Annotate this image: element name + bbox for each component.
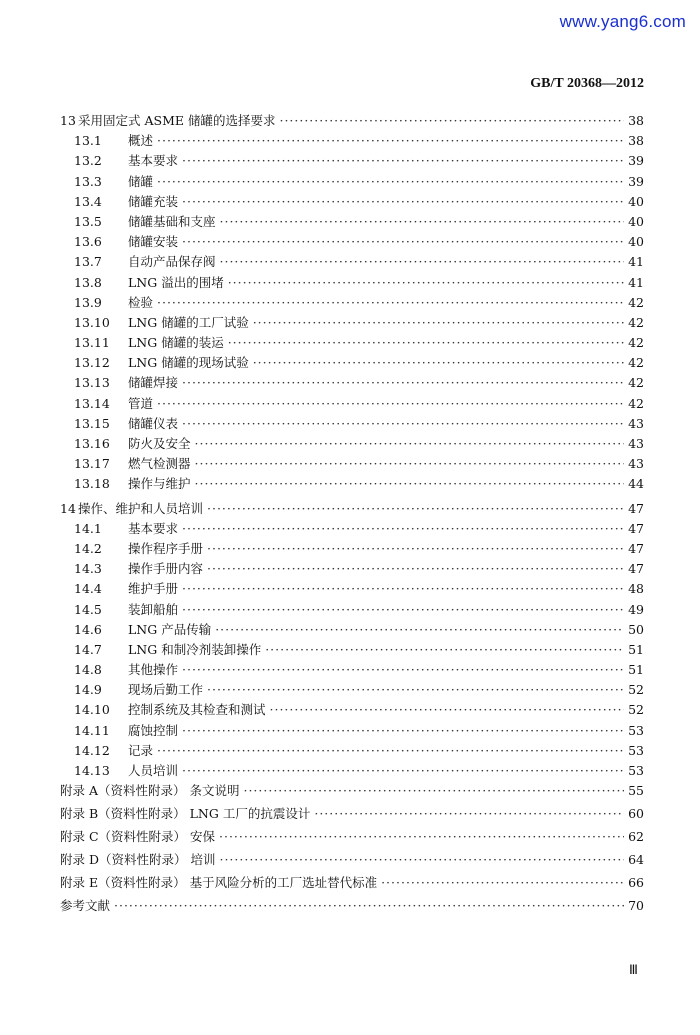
toc-entry-number: 14.3 — [74, 561, 102, 577]
toc-entry-number: 13.15 — [74, 415, 110, 431]
toc-entry-number: 13.2 — [74, 153, 102, 169]
toc-entry-page: 47 — [628, 520, 644, 536]
toc-entry-number: 13.7 — [74, 254, 102, 270]
toc-entry-page: 39 — [628, 173, 644, 189]
dot-leader — [182, 521, 624, 536]
toc-entry-title: LNG 储罐的装运 — [128, 335, 224, 351]
toc-entry-number: 14.6 — [74, 621, 102, 637]
dot-leader — [114, 898, 624, 913]
toc-entry-title: 概述 — [128, 133, 154, 149]
toc-entry[interactable] — [60, 373, 644, 393]
toc-entry[interactable] — [60, 434, 644, 454]
toc-entry-title: 储罐焊接 — [128, 375, 179, 391]
toc-entry-page: 41 — [628, 274, 644, 290]
toc-entry-number: 13.4 — [74, 193, 102, 209]
toc-entry[interactable] — [60, 804, 644, 827]
toc-entry-page: 42 — [628, 395, 644, 411]
toc-entry[interactable] — [60, 192, 644, 212]
dot-leader — [195, 436, 624, 451]
toc-entry-number: 14.10 — [74, 702, 110, 718]
dot-leader — [207, 501, 624, 516]
toc-entry[interactable] — [60, 680, 644, 700]
toc-entry[interactable] — [60, 333, 644, 353]
toc-entry-title: 腐蚀控制 — [128, 722, 179, 738]
toc-entry-number: 14.8 — [74, 662, 102, 678]
toc-entry-title: 人员培训 — [128, 763, 179, 778]
toc-entry[interactable] — [60, 781, 644, 804]
toc-entry-number: 13.11 — [74, 335, 110, 351]
toc-entry-title: 自动产品保存阀 — [128, 254, 216, 270]
toc-entry-number: 14.7 — [74, 641, 102, 657]
toc-entry-page: 62 — [628, 829, 644, 845]
toc-entry-number: 13.13 — [74, 375, 110, 391]
toc-entry[interactable] — [60, 172, 644, 192]
toc-entry-page: 64 — [628, 852, 644, 868]
toc-entry-title: 检验 — [128, 294, 154, 310]
toc-entry-page: 51 — [628, 641, 644, 657]
toc-entry-number: 13.14 — [74, 395, 110, 411]
toc-entry[interactable] — [60, 499, 644, 519]
toc-entry-page: 48 — [628, 581, 644, 597]
toc-entry-page: 53 — [628, 742, 644, 758]
dot-leader — [157, 295, 624, 310]
toc-entry[interactable] — [60, 600, 644, 620]
toc-entry[interactable] — [60, 232, 644, 252]
toc-entry-number: 13.9 — [74, 294, 102, 310]
dot-leader — [182, 416, 624, 431]
toc-entry-page: 50 — [628, 621, 644, 637]
toc-entry-number: 13 — [60, 113, 76, 128]
dot-leader — [182, 662, 624, 677]
toc-entry[interactable] — [60, 111, 644, 131]
toc-entry[interactable] — [60, 761, 644, 781]
toc-entry[interactable] — [60, 252, 644, 272]
toc-entry-title: 燃气检测器 — [128, 456, 191, 472]
toc-entry[interactable] — [60, 896, 644, 919]
dot-leader — [265, 642, 624, 657]
toc-entry-page: 55 — [628, 783, 644, 799]
toc-entry[interactable] — [60, 353, 644, 373]
toc-entry-page: 47 — [628, 500, 644, 516]
dot-leader — [228, 275, 624, 290]
dot-leader — [182, 723, 624, 738]
dot-leader — [157, 396, 624, 411]
toc-entry[interactable] — [60, 579, 644, 599]
toc-entry-title: 附录 E（资料性附录） 基于风险分析的工厂选址替代标准 — [60, 875, 378, 891]
toc-entry[interactable] — [60, 620, 644, 640]
toc-entry-page: 39 — [628, 153, 644, 169]
toc-entry[interactable] — [60, 474, 644, 494]
dot-leader — [182, 581, 624, 596]
toc-entry-number: 13.6 — [74, 234, 102, 250]
dot-leader — [219, 829, 624, 844]
dot-leader — [195, 456, 624, 471]
toc-entry-number: 14.4 — [74, 581, 102, 597]
toc-entry-title: 储罐仪表 — [128, 415, 179, 431]
toc-entry-title: 储罐 — [128, 173, 154, 189]
toc-entry-title: 操作手册内容 — [128, 561, 204, 577]
toc-entry-title: 操作、维护和人员培训 — [78, 500, 204, 516]
toc-entry-number: 14.2 — [74, 540, 102, 556]
toc-entry-number: 13.17 — [74, 456, 110, 472]
dot-leader — [207, 561, 624, 576]
toc-entry-page: 42 — [628, 314, 644, 330]
toc-entry-page: 43 — [628, 415, 644, 431]
dot-leader — [182, 763, 624, 778]
toc-entry-page: 38 — [628, 113, 644, 128]
toc-entry-number: 13.3 — [74, 173, 102, 189]
toc-entry-page: 49 — [628, 601, 644, 617]
toc-entry[interactable] — [60, 519, 644, 539]
toc-entry-title: 储罐安装 — [128, 234, 179, 250]
toc-entry-number: 14.13 — [74, 763, 110, 778]
toc-entry[interactable] — [60, 660, 644, 680]
toc-entry-number: 13.1 — [74, 133, 102, 149]
toc-entry-number: 14 — [60, 500, 76, 516]
dot-leader — [157, 133, 624, 148]
toc-entry[interactable] — [60, 212, 644, 232]
dot-leader — [215, 622, 624, 637]
toc-entry-title: 操作与维护 — [128, 476, 191, 492]
toc-entry-page: 53 — [628, 763, 644, 778]
toc-entry-title: 储罐基础和支座 — [128, 213, 216, 229]
toc-entry[interactable] — [60, 313, 644, 333]
toc-entry-number: 13.8 — [74, 274, 102, 290]
toc-entry-page: 44 — [628, 476, 644, 492]
dot-leader — [270, 702, 624, 717]
toc-entry[interactable] — [60, 394, 644, 414]
toc-entry-title: 控制系统及其检查和测试 — [128, 702, 266, 718]
toc-entry-title: 基本要求 — [128, 520, 179, 536]
toc-entry-number: 14.12 — [74, 742, 110, 758]
site-url[interactable]: www.yang6.com — [559, 12, 686, 31]
dot-leader — [228, 335, 624, 350]
toc-entry-page: 47 — [628, 540, 644, 556]
toc-entry-title: 防火及安全 — [128, 436, 191, 451]
toc-entry-title: 其他操作 — [128, 662, 179, 678]
toc-entry-page: 52 — [628, 702, 644, 718]
dot-leader — [243, 783, 624, 798]
dot-leader — [207, 541, 624, 556]
toc-entry-title: 附录 D（资料性附录） 培训 — [60, 852, 216, 868]
dot-leader — [220, 254, 624, 269]
toc-entry-number: 13.18 — [74, 476, 110, 492]
toc-entry-number: 14.5 — [74, 601, 102, 617]
dot-leader — [182, 153, 624, 168]
toc-entry[interactable] — [60, 454, 644, 474]
dot-leader — [182, 234, 624, 249]
toc-entry-page: 47 — [628, 561, 644, 577]
dot-leader — [219, 852, 624, 867]
standard-code: GB/T 20368—2012 — [530, 76, 644, 91]
toc-entry-number: 14.1 — [74, 520, 102, 536]
toc-entry-number: 13.12 — [74, 355, 110, 371]
toc-entry[interactable] — [60, 559, 644, 579]
toc-entry-page: 43 — [628, 456, 644, 472]
dot-leader — [381, 875, 624, 890]
toc-entry-page: 40 — [628, 234, 644, 250]
dot-leader — [195, 476, 624, 491]
toc-entry-page: 60 — [628, 806, 644, 822]
toc-entry-title: 管道 — [128, 395, 154, 411]
page-number: Ⅲ — [629, 962, 638, 977]
toc-entry-page: 40 — [628, 213, 644, 229]
toc-entry-page: 41 — [628, 254, 644, 270]
toc-entry-number: 14.11 — [74, 722, 110, 738]
toc-entry-title: 附录 A（资料性附录） 条文说明 — [60, 783, 240, 799]
toc-entry[interactable] — [60, 131, 644, 151]
table-of-contents — [60, 107, 644, 919]
toc-entry[interactable] — [60, 873, 644, 896]
dot-leader — [157, 743, 624, 758]
toc-entry-title: 采用固定式 ASME 储罐的选择要求 — [78, 113, 276, 128]
dot-leader — [253, 355, 624, 370]
toc-entry-page: 42 — [628, 335, 644, 351]
toc-entry[interactable] — [60, 721, 644, 741]
dot-leader — [314, 806, 624, 821]
toc-entry-title: 维护手册 — [128, 581, 179, 597]
toc-entry[interactable] — [60, 539, 644, 559]
toc-entry[interactable] — [60, 827, 644, 850]
dot-leader — [253, 315, 624, 330]
toc-entry-page: 53 — [628, 722, 644, 738]
toc-entry-title: 操作程序手册 — [128, 540, 204, 556]
toc-entry-title: LNG 和制冷剂装卸操作 — [128, 641, 262, 657]
toc-entry-title: 装卸船舶 — [128, 601, 179, 617]
dot-leader — [207, 682, 624, 697]
dot-leader — [182, 602, 624, 617]
toc-entry-title: 基本要求 — [128, 153, 179, 169]
toc-entry[interactable] — [60, 151, 644, 171]
toc-entry-number: 13.10 — [74, 314, 110, 330]
toc-entry-page: 38 — [628, 133, 644, 149]
toc-entry-number: 13.5 — [74, 213, 102, 229]
toc-entry-title: LNG 溢出的围堵 — [128, 274, 224, 290]
toc-entry[interactable] — [60, 640, 644, 660]
toc-entry-page: 42 — [628, 355, 644, 371]
dot-leader — [220, 214, 624, 229]
dot-leader — [182, 194, 624, 209]
toc-entry-title: LNG 储罐的工厂试验 — [128, 314, 249, 330]
toc-entry-page: 66 — [628, 875, 644, 891]
toc-entry-title: 记录 — [128, 742, 154, 758]
toc-entry-page: 51 — [628, 662, 644, 678]
toc-entry[interactable] — [60, 293, 644, 313]
toc-entry[interactable] — [60, 414, 644, 434]
dot-leader — [157, 174, 624, 189]
toc-entry-page: 70 — [628, 898, 644, 914]
toc-entry-title: 附录 B（资料性附录） LNG 工厂的抗震设计 — [60, 806, 311, 822]
toc-entry[interactable] — [60, 741, 644, 761]
toc-entry[interactable] — [60, 700, 644, 720]
toc-entry-page: 42 — [628, 375, 644, 391]
toc-entry-title: 储罐充装 — [128, 193, 179, 209]
toc-entry-page: 42 — [628, 294, 644, 310]
dot-leader — [279, 113, 624, 128]
toc-entry-title: LNG 产品传输 — [128, 621, 212, 637]
toc-entry-number: 14.9 — [74, 682, 102, 698]
toc-entry-number: 13.16 — [74, 436, 110, 451]
dot-leader — [182, 375, 624, 390]
toc-entry[interactable] — [60, 850, 644, 873]
toc-entry-page: 43 — [628, 436, 644, 451]
toc-entry-page: 40 — [628, 193, 644, 209]
toc-entry-title: LNG 储罐的现场试验 — [128, 355, 249, 371]
toc-entry-title: 参考文献 — [60, 898, 111, 914]
toc-entry[interactable] — [60, 273, 644, 293]
toc-entry-title: 附录 C（资料性附录） 安保 — [60, 829, 216, 845]
toc-entry-title: 现场后勤工作 — [128, 682, 204, 698]
toc-entry-page: 52 — [628, 682, 644, 698]
